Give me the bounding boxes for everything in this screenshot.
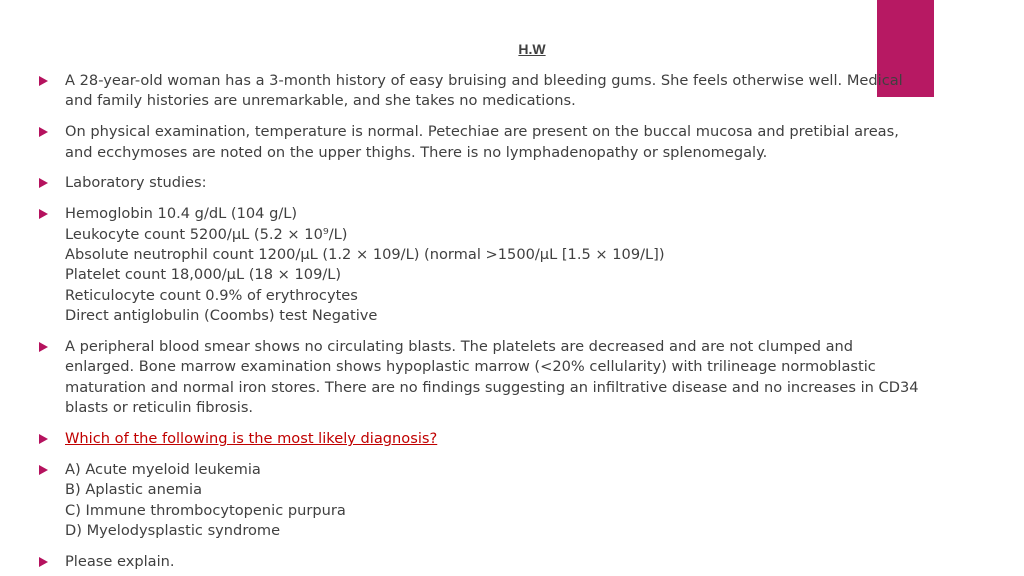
triangle-bullet-icon bbox=[39, 465, 48, 475]
lab-leukocyte: Leukocyte count 5200/µL (5.2 × 10⁹/L) bbox=[65, 225, 348, 243]
option-a: A) Acute myeloid leukemia bbox=[65, 460, 261, 478]
triangle-bullet-icon bbox=[39, 557, 48, 567]
option-b: B) Aplastic anemia bbox=[65, 481, 203, 499]
lab-coombs: Direct antiglobulin (Coombs) test Negative bbox=[65, 307, 378, 325]
lab-reticulocyte: Reticulocyte count 0.9% of erythrocytes bbox=[65, 286, 358, 304]
bullet-line: maturation and normal iron stores. There are no findings suggesting an infiltrative disease and no increases in CD34 bbox=[65, 378, 919, 396]
bullet-item-smear bbox=[38, 337, 1018, 419]
triangle-bullet-icon bbox=[39, 178, 48, 188]
option-d: D) Myelodysplastic syndrome bbox=[65, 522, 281, 540]
bullet-item-question bbox=[38, 429, 1018, 449]
bullet-list bbox=[38, 71, 1018, 576]
triangle-bullet-icon bbox=[39, 209, 48, 219]
bullet-line: enlarged. Bone marrow examination shows hypoplastic marrow (<20% cellularity) with trilineage normoblastic bbox=[65, 358, 876, 376]
bullet-item-exam bbox=[38, 122, 1018, 163]
bullet-line: blasts or reticulin fibrosis. bbox=[65, 399, 254, 417]
lab-platelet: Platelet count 18,000/µL (18 × 109/L) bbox=[65, 266, 342, 284]
bullet-item-explain bbox=[38, 552, 1018, 572]
bullet-line: A 28-year-old woman has a 3-month history of easy bruising and bleeding gums. She feels otherwise well. Medical bbox=[65, 72, 903, 89]
triangle-bullet-icon bbox=[39, 76, 48, 86]
bullet-line: Please explain. bbox=[65, 552, 175, 570]
slide-title: H.W bbox=[518, 41, 546, 57]
bullet-line: A peripheral blood smear shows no circulating blasts. The platelets are decreased and are not clumped and bbox=[65, 338, 854, 356]
bullet-item-history bbox=[38, 71, 1018, 112]
lab-neutrophil: Absolute neutrophil count 1200/µL (1.2 × 109/L) (normal >1500/µL [1.5 × 109/L]) bbox=[65, 246, 665, 264]
bullet-line: On physical examination, temperature is normal. Petechiae are present on the buccal mucosa and pretibial areas, bbox=[65, 123, 899, 141]
bullet-item-lab-values bbox=[38, 204, 1018, 326]
lab-hemoglobin: Hemoglobin 10.4 g/dL (104 g/L) bbox=[65, 205, 298, 223]
triangle-bullet-icon bbox=[39, 342, 48, 352]
bullet-item-lab-heading bbox=[38, 173, 1018, 193]
bullet-line: Laboratory studies: bbox=[65, 174, 207, 192]
option-c: C) Immune thrombocytopenic purpura bbox=[65, 501, 346, 519]
bullet-line: and ecchymoses are noted on the upper thighs. There is no lymphadenopathy or splenomegaly. bbox=[65, 143, 768, 161]
bullet-line: and family histories are unremarkable, and she takes no medications. bbox=[65, 92, 576, 110]
question-link[interactable]: Which of the following is the most likely diagnosis? bbox=[65, 430, 438, 448]
triangle-bullet-icon bbox=[39, 127, 48, 137]
triangle-bullet-icon bbox=[39, 434, 48, 444]
bullet-item-options bbox=[38, 460, 1018, 542]
